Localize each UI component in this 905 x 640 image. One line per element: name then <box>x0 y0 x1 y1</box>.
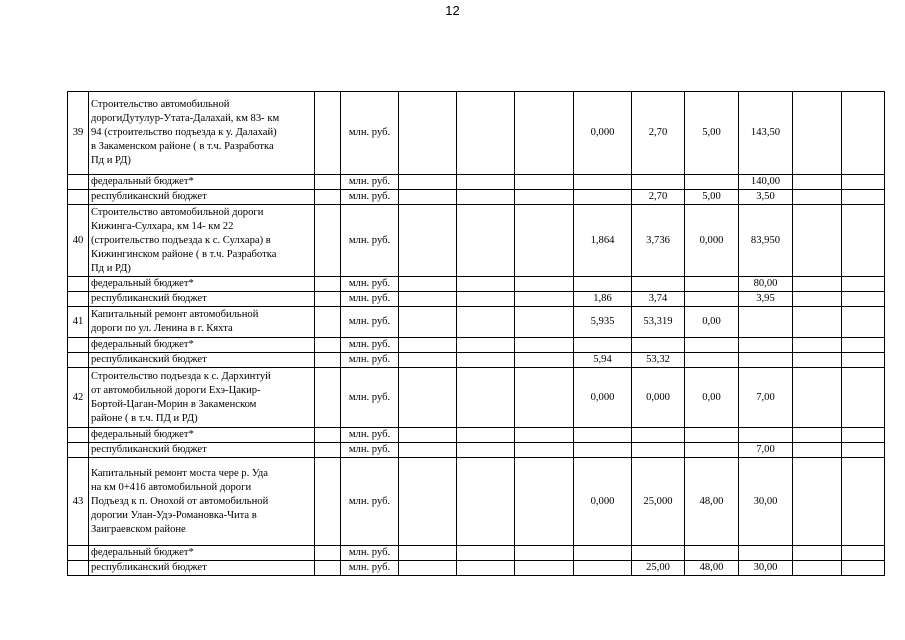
value-cell <box>793 292 842 307</box>
value-cell <box>457 443 515 458</box>
value-cell <box>793 353 842 368</box>
value-cell <box>793 190 842 205</box>
value-cell <box>399 546 457 561</box>
value-cell <box>457 277 515 292</box>
project-description-line: Кижинга-Сулхара, км 14- км 22 <box>91 220 234 232</box>
value-cell <box>685 175 739 190</box>
value-cell <box>685 428 739 443</box>
value-cell <box>515 443 574 458</box>
value-cell <box>399 368 457 428</box>
project-description <box>89 458 315 546</box>
number-cell-empty <box>68 546 89 561</box>
value-cell: 0,000 <box>574 92 632 175</box>
value-cell <box>399 353 457 368</box>
value-cell <box>842 546 885 561</box>
republic-budget-label: республиканский бюджет <box>89 292 315 307</box>
value-cell <box>515 561 574 576</box>
value-cell <box>399 443 457 458</box>
number-cell-empty <box>68 277 89 292</box>
value-cell <box>457 307 515 338</box>
value-cell <box>574 277 632 292</box>
unit-cell: млн. руб. <box>341 561 399 576</box>
value-cell <box>632 546 685 561</box>
number-cell-empty <box>68 443 89 458</box>
project-description-line: Пд и РД) <box>91 262 131 274</box>
value-cell: 30,00 <box>739 458 793 546</box>
project-number: 41 <box>68 307 89 338</box>
value-cell: 0,000 <box>574 458 632 546</box>
value-cell <box>515 92 574 175</box>
value-cell <box>632 443 685 458</box>
value-cell <box>399 338 457 353</box>
value-cell <box>574 428 632 443</box>
value-cell: 53,319 <box>632 307 685 338</box>
spacer-cell <box>315 561 341 576</box>
project-row <box>68 368 885 428</box>
value-cell: 2,70 <box>632 190 685 205</box>
value-cell <box>399 307 457 338</box>
spacer-cell <box>315 443 341 458</box>
value-cell <box>793 561 842 576</box>
value-cell <box>842 428 885 443</box>
value-cell <box>632 428 685 443</box>
value-cell <box>515 205 574 277</box>
value-cell <box>399 561 457 576</box>
project-description-line: на км 0+416 автомобильной дороги <box>91 481 252 493</box>
value-cell <box>793 368 842 428</box>
value-cell: 5,00 <box>685 92 739 175</box>
value-cell <box>793 307 842 338</box>
value-cell: 7,00 <box>739 368 793 428</box>
value-cell <box>457 205 515 277</box>
value-cell <box>739 546 793 561</box>
project-row <box>68 205 885 277</box>
value-cell: 5,00 <box>685 190 739 205</box>
value-cell <box>685 292 739 307</box>
project-description-line: Строительство подъезда к с. Дархинтуй <box>91 370 271 382</box>
value-cell: 3,95 <box>739 292 793 307</box>
value-cell <box>515 458 574 546</box>
unit-cell: млн. руб. <box>341 458 399 546</box>
federal-budget-label: федеральный бюджет* <box>89 277 315 292</box>
project-description-line: Пд и РД) <box>91 155 131 166</box>
project-number: 42 <box>68 368 89 428</box>
value-cell <box>574 546 632 561</box>
value-cell <box>574 190 632 205</box>
value-cell <box>842 458 885 546</box>
value-cell <box>399 92 457 175</box>
value-cell <box>842 190 885 205</box>
value-cell <box>515 277 574 292</box>
federal-budget-row <box>68 428 885 443</box>
federal-budget-row <box>68 338 885 353</box>
value-cell: 140,00 <box>739 175 793 190</box>
spacer-cell <box>315 175 341 190</box>
republic-budget-label: республиканский бюджет <box>89 561 315 576</box>
value-cell <box>685 277 739 292</box>
number-cell-empty <box>68 292 89 307</box>
value-cell <box>793 92 842 175</box>
spacer-cell <box>315 277 341 292</box>
unit-cell: млн. руб. <box>341 353 399 368</box>
federal-budget-row <box>68 175 885 190</box>
project-description-line: Кижингинском районе ( в т.ч. Разработка <box>91 248 277 260</box>
project-description-line: в Закаменском районе ( в т.ч. Разработка <box>91 141 274 152</box>
project-description-line: Бортой-Цаган-Морин в Закаменском <box>91 398 257 410</box>
republic-budget-label: республиканский бюджет <box>89 190 315 205</box>
value-cell: 143,50 <box>739 92 793 175</box>
value-cell <box>739 307 793 338</box>
value-cell: 3,50 <box>739 190 793 205</box>
spacer-cell <box>315 292 341 307</box>
republic-budget-row <box>68 561 885 576</box>
value-cell <box>685 353 739 368</box>
value-cell <box>457 190 515 205</box>
value-cell <box>574 338 632 353</box>
number-cell-empty <box>68 175 89 190</box>
value-cell <box>842 443 885 458</box>
spacer-cell <box>315 92 341 175</box>
project-description-line: дорогии Улан-Удэ-Романовка-Чита в <box>91 509 257 521</box>
value-cell: 83,950 <box>739 205 793 277</box>
project-description-line: Строительство автомобильной <box>91 99 230 110</box>
project-description-line: 94 (строительство подъезда к у. Далахай) <box>91 127 277 138</box>
value-cell <box>515 292 574 307</box>
project-row <box>68 92 885 175</box>
value-cell: 7,00 <box>739 443 793 458</box>
value-cell: 25,000 <box>632 458 685 546</box>
republic-budget-row <box>68 443 885 458</box>
unit-cell: млн. руб. <box>341 338 399 353</box>
republic-budget-label: республиканский бюджет <box>89 443 315 458</box>
value-cell <box>457 428 515 443</box>
value-cell <box>793 205 842 277</box>
project-number: 40 <box>68 205 89 277</box>
value-cell <box>574 175 632 190</box>
value-cell <box>457 368 515 428</box>
value-cell <box>457 92 515 175</box>
number-cell-empty <box>68 353 89 368</box>
value-cell: 0,000 <box>632 368 685 428</box>
value-cell <box>685 546 739 561</box>
project-number: 43 <box>68 458 89 546</box>
value-cell <box>842 205 885 277</box>
value-cell <box>793 428 842 443</box>
value-cell <box>793 175 842 190</box>
federal-budget-label: федеральный бюджет* <box>89 338 315 353</box>
project-row <box>68 458 885 546</box>
project-description <box>89 205 315 277</box>
value-cell <box>457 292 515 307</box>
value-cell <box>574 561 632 576</box>
value-cell <box>515 353 574 368</box>
value-cell <box>685 443 739 458</box>
value-cell <box>457 353 515 368</box>
project-number: 39 <box>68 92 89 175</box>
value-cell: 48,00 <box>685 458 739 546</box>
spacer-cell <box>315 546 341 561</box>
value-cell <box>399 292 457 307</box>
spacer-cell <box>315 458 341 546</box>
number-cell-empty <box>68 561 89 576</box>
federal-budget-label: федеральный бюджет* <box>89 175 315 190</box>
value-cell <box>574 443 632 458</box>
value-cell <box>842 353 885 368</box>
unit-cell: млн. руб. <box>341 292 399 307</box>
value-cell <box>515 368 574 428</box>
value-cell <box>515 190 574 205</box>
value-cell <box>739 353 793 368</box>
republic-budget-row <box>68 292 885 307</box>
republic-budget-label: республиканский бюджет <box>89 353 315 368</box>
value-cell <box>793 546 842 561</box>
project-description <box>89 92 315 175</box>
value-cell <box>399 428 457 443</box>
number-cell-empty <box>68 338 89 353</box>
value-cell <box>632 175 685 190</box>
value-cell <box>739 338 793 353</box>
unit-cell: млн. руб. <box>341 277 399 292</box>
spacer-cell <box>315 428 341 443</box>
value-cell <box>842 307 885 338</box>
value-cell <box>842 92 885 175</box>
project-description-line: от автомобильной дороги Ехэ-Цакир- <box>91 384 261 396</box>
value-cell: 5,935 <box>574 307 632 338</box>
spacer-cell <box>315 190 341 205</box>
value-cell <box>515 175 574 190</box>
republic-budget-row <box>68 190 885 205</box>
value-cell: 5,94 <box>574 353 632 368</box>
unit-cell: млн. руб. <box>341 546 399 561</box>
federal-budget-label: федеральный бюджет* <box>89 546 315 561</box>
project-description-line: Строительство автомобильной дороги <box>91 206 264 218</box>
value-cell <box>457 561 515 576</box>
value-cell: 80,00 <box>739 277 793 292</box>
value-cell <box>793 458 842 546</box>
project-description-line: районе ( в т.ч. ПД и РД) <box>91 412 198 424</box>
value-cell <box>457 175 515 190</box>
project-description <box>89 368 315 428</box>
page-number: 12 <box>445 3 460 18</box>
federal-budget-label: федеральный бюджет* <box>89 428 315 443</box>
value-cell <box>842 368 885 428</box>
value-cell <box>399 205 457 277</box>
value-cell: 2,70 <box>632 92 685 175</box>
value-cell: 3,736 <box>632 205 685 277</box>
value-cell <box>739 428 793 443</box>
value-cell: 53,32 <box>632 353 685 368</box>
value-cell: 0,000 <box>685 205 739 277</box>
project-description-line: Капитальный ремонт автомобильной <box>91 309 259 320</box>
value-cell: 1,864 <box>574 205 632 277</box>
project-description-line: Капитальный ремонт моста чере р. Уда <box>91 467 269 479</box>
unit-cell: млн. руб. <box>341 307 399 338</box>
value-cell: 0,000 <box>574 368 632 428</box>
value-cell: 48,00 <box>685 561 739 576</box>
value-cell <box>515 428 574 443</box>
value-cell <box>842 338 885 353</box>
republic-budget-row <box>68 353 885 368</box>
value-cell <box>399 277 457 292</box>
budget-table <box>67 91 885 576</box>
value-cell <box>457 458 515 546</box>
value-cell <box>685 338 739 353</box>
value-cell <box>842 277 885 292</box>
project-description-line: Заиграевском районе <box>91 523 186 535</box>
project-description <box>89 307 315 338</box>
number-cell-empty <box>68 190 89 205</box>
value-cell <box>793 338 842 353</box>
value-cell <box>457 546 515 561</box>
project-row <box>68 307 885 338</box>
spacer-cell <box>315 205 341 277</box>
value-cell <box>842 175 885 190</box>
value-cell <box>399 458 457 546</box>
project-description-line: дорогиДутулур-Утата-Далахай, км 83- км <box>91 113 280 124</box>
project-description-line: дороги по ул. Ленина в г. Кяхта <box>91 323 233 334</box>
value-cell <box>842 292 885 307</box>
value-cell: 30,00 <box>739 561 793 576</box>
federal-budget-row <box>68 277 885 292</box>
value-cell <box>632 338 685 353</box>
value-cell <box>515 307 574 338</box>
unit-cell: млн. руб. <box>341 175 399 190</box>
unit-cell: млн. руб. <box>341 428 399 443</box>
value-cell <box>399 190 457 205</box>
unit-cell: млн. руб. <box>341 190 399 205</box>
spacer-cell <box>315 353 341 368</box>
unit-cell: млн. руб. <box>341 443 399 458</box>
value-cell <box>457 338 515 353</box>
value-cell: 0,00 <box>685 307 739 338</box>
value-cell <box>793 277 842 292</box>
spacer-cell <box>315 368 341 428</box>
unit-cell: млн. руб. <box>341 92 399 175</box>
value-cell <box>515 338 574 353</box>
federal-budget-row <box>68 546 885 561</box>
value-cell <box>399 175 457 190</box>
unit-cell: млн. руб. <box>341 205 399 277</box>
value-cell <box>793 443 842 458</box>
value-cell <box>842 561 885 576</box>
spacer-cell <box>315 338 341 353</box>
value-cell <box>515 546 574 561</box>
value-cell: 0,00 <box>685 368 739 428</box>
project-description-line: (строительство подъезда к с. Сулхара) в <box>91 234 271 246</box>
value-cell <box>632 277 685 292</box>
unit-cell: млн. руб. <box>341 368 399 428</box>
value-cell: 25,00 <box>632 561 685 576</box>
spacer-cell <box>315 307 341 338</box>
value-cell: 3,74 <box>632 292 685 307</box>
value-cell: 1,86 <box>574 292 632 307</box>
project-description-line: Подъезд к п. Онохой от автомобильной <box>91 495 269 507</box>
number-cell-empty <box>68 428 89 443</box>
